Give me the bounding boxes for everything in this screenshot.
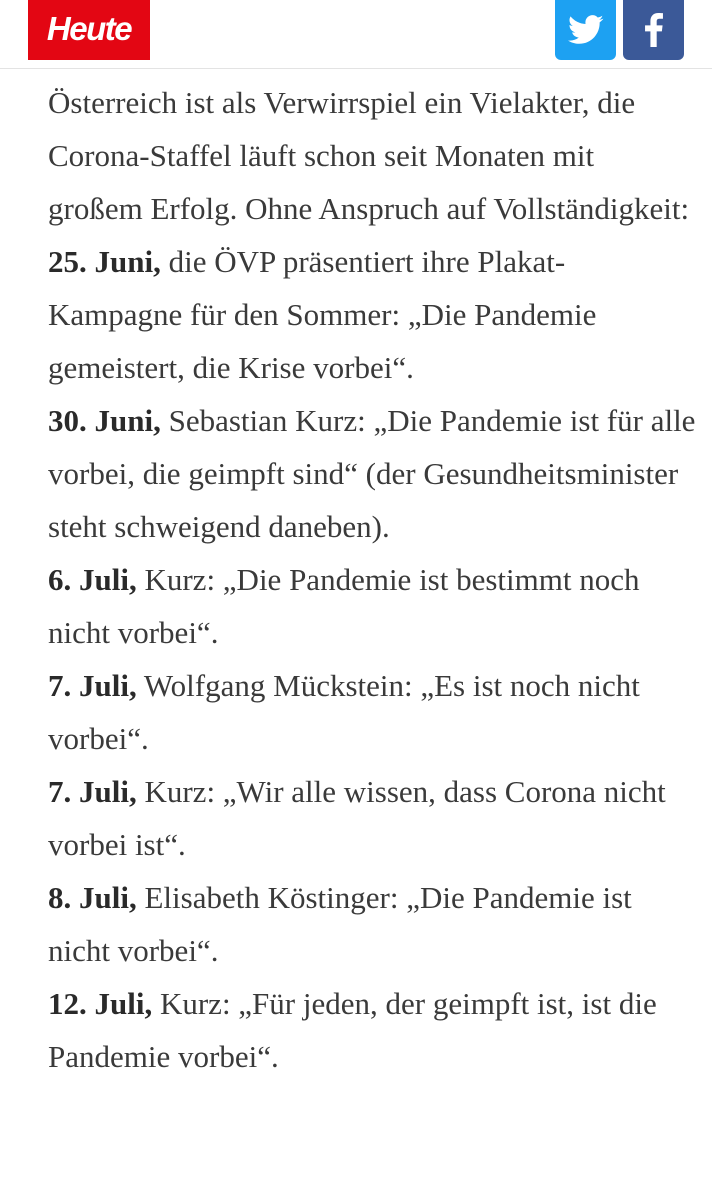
timeline-entry — [48, 871, 696, 977]
entry-date: 6. Juli, — [48, 562, 137, 597]
facebook-f-icon — [645, 13, 663, 47]
article-body — [48, 76, 696, 1083]
facebook-share-button[interactable] — [623, 0, 684, 60]
site-header — [0, 0, 712, 69]
article-intro: Österreich ist als Verwirrspiel ein Vielakter, die Corona-Staffel läuft schon seit Monaten mit großem Erfolg. Ohne Anspruch auf Vollständigkeit: — [48, 85, 690, 226]
timeline-entry — [48, 765, 696, 871]
entry-date: 25. Juni, — [48, 244, 161, 279]
entry-text: Wolfgang Mückstein: „Es ist noch nicht vorbei“. — [48, 668, 640, 756]
entry-text: Elisabeth Köstinger: „Die Pandemie ist nicht vorbei“. — [48, 880, 632, 968]
entry-text: Kurz: „Die Pandemie ist bestimmt noch nicht vorbei“. — [48, 562, 640, 650]
twitter-share-button[interactable] — [555, 0, 616, 60]
entry-date: 7. Juli, — [48, 774, 137, 809]
entry-date: 7. Juli, — [48, 668, 137, 703]
entry-text: Sebastian Kurz: „Die Pandemie ist für alle vorbei, die geimpft sind“ (der Gesundheitsminister steht schweigend daneben). — [48, 403, 696, 544]
timeline-entry — [48, 394, 696, 553]
timeline-entry — [48, 235, 696, 394]
entry-date: 30. Juni, — [48, 403, 161, 438]
entry-text: Kurz: „Für jeden, der geimpft ist, ist die Pandemie vorbei“. — [48, 986, 657, 1074]
timeline-entry — [48, 553, 696, 659]
timeline-entry — [48, 977, 696, 1083]
entry-date: 8. Juli, — [48, 880, 137, 915]
entry-text: die ÖVP präsentiert ihre Plakat-Kampagne für den Sommer: „Die Pandemie gemeistert, die Krise vorbei“. — [48, 244, 597, 385]
entry-text: Kurz: „Wir alle wissen, dass Corona nicht vorbei ist“. — [48, 774, 666, 862]
timeline-entry — [48, 659, 696, 765]
entry-date: 12. Juli, — [48, 986, 153, 1021]
heute-logo[interactable]: Heute — [28, 0, 150, 60]
twitter-bird-icon — [568, 15, 604, 45]
